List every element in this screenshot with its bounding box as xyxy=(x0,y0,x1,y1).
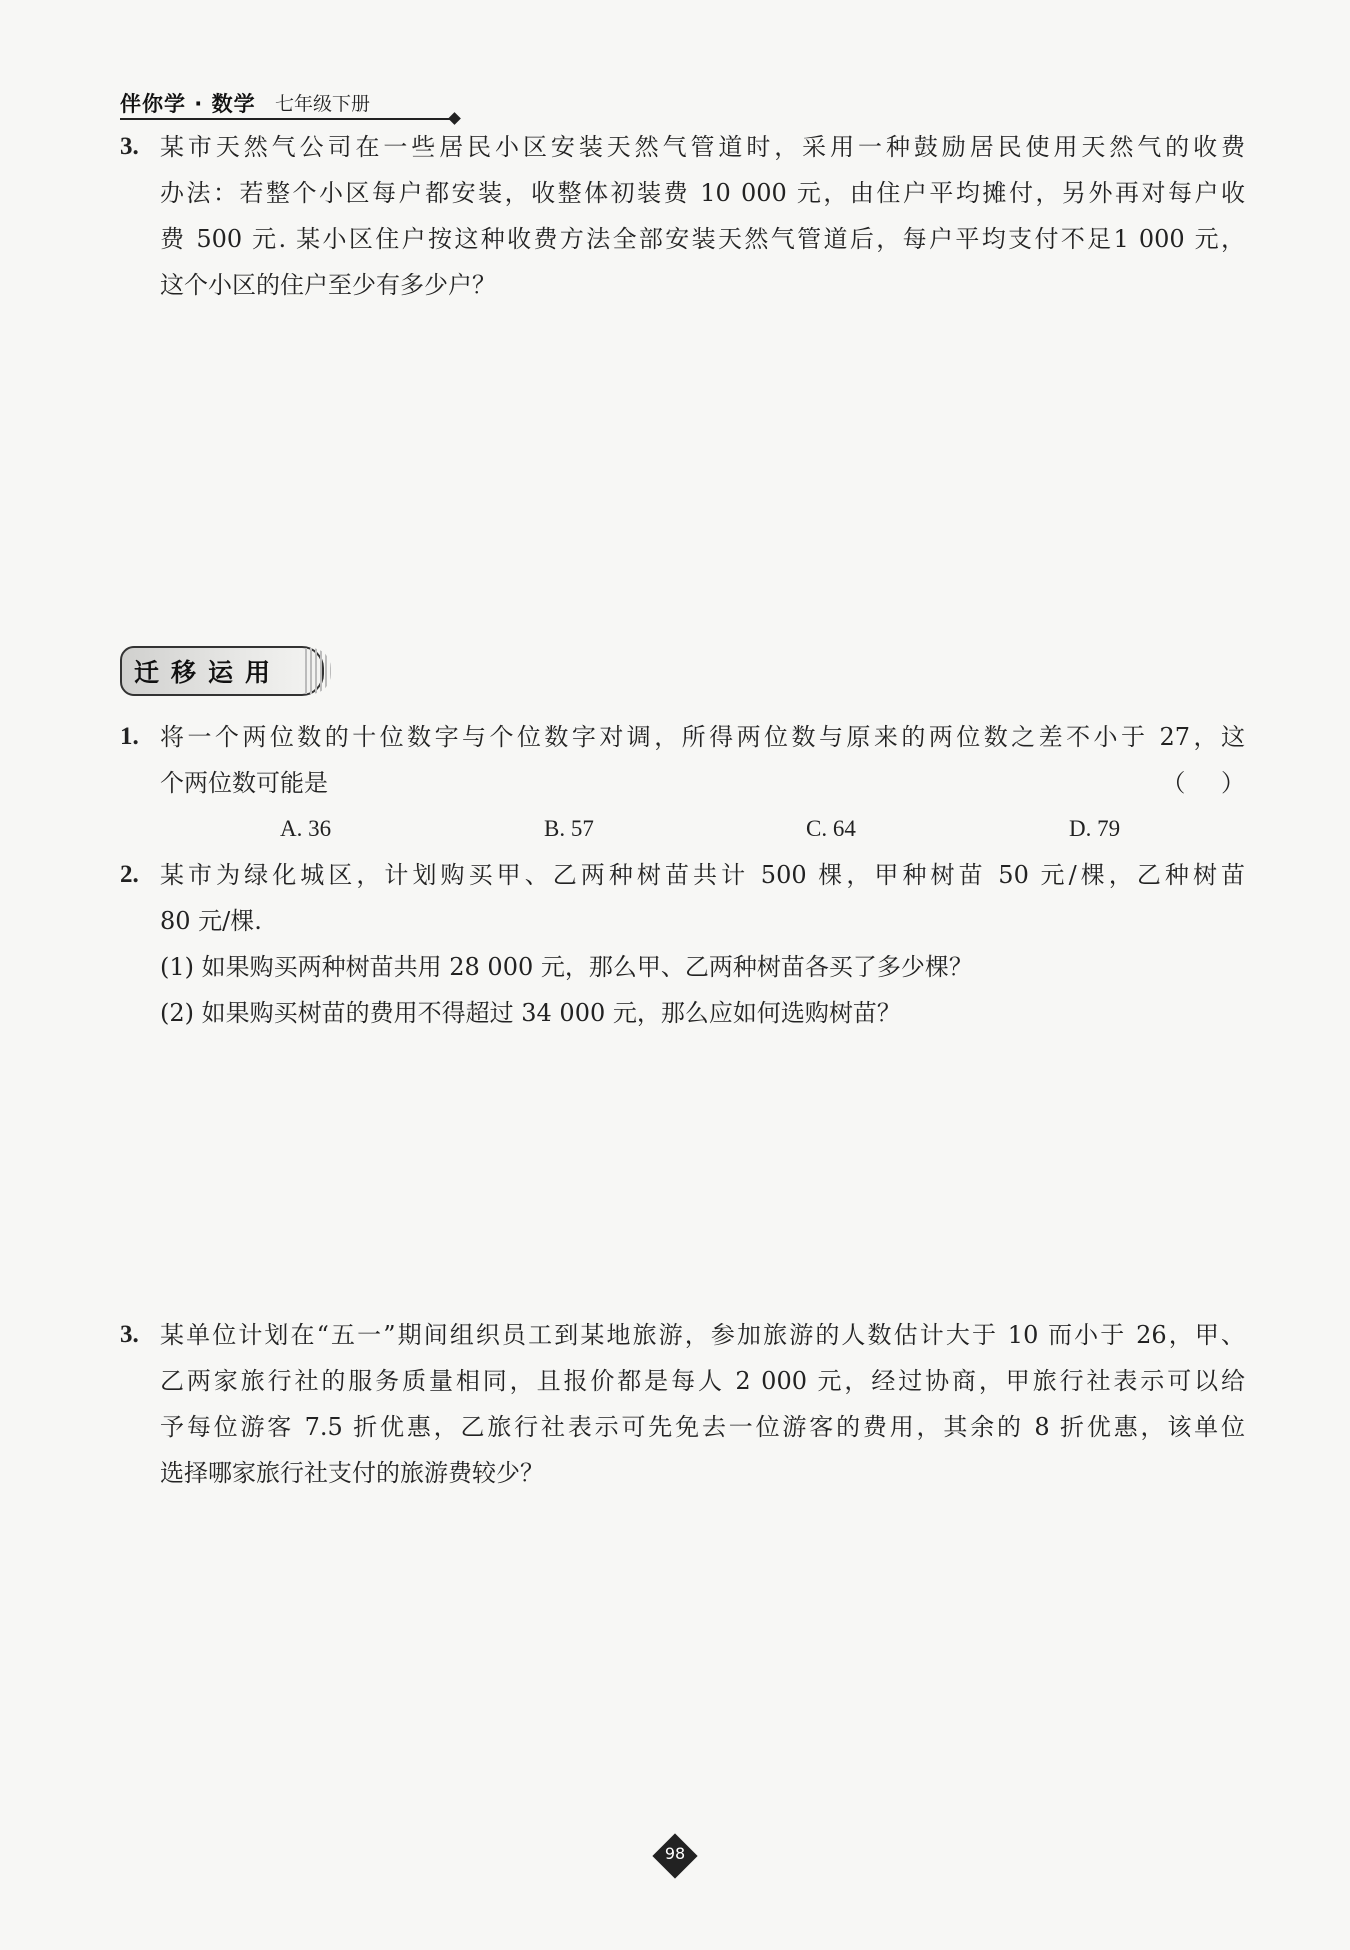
book-title: 伴你学 · 数学 xyxy=(120,92,256,116)
answer-bracket: （ ） xyxy=(1161,769,1245,797)
question-line: 某市为绿化城区，计划购买甲、乙两种树苗共计 500 棵，甲种树苗 50 元/棵，乙种树苗 xyxy=(160,861,1245,889)
question-line: 80 元/棵. xyxy=(160,907,262,935)
question-number: 3. xyxy=(120,1321,139,1348)
question-line: 乙两家旅行社的服务质量相同，且报价都是每人 2 000 元，经过协商，甲旅行社表示可以给 xyxy=(160,1367,1245,1395)
sub-question-1: (1) 如果购买两种树苗共用 28 000 元，那么甲、乙两种树苗各买了多少棵？ xyxy=(160,953,973,981)
question-2-tree-seedlings xyxy=(120,852,1245,1036)
question-number: 1. xyxy=(120,723,139,750)
section-title: 迁移运用 xyxy=(134,658,283,687)
page-header xyxy=(120,88,460,118)
question-3-gas-pipeline xyxy=(120,124,1245,308)
section-badge-stripes xyxy=(305,648,331,694)
question-line: 某市天然气公司在一些居民小区安装天然气管道时，采用一种鼓励居民使用天然气的收费 xyxy=(160,133,1245,161)
question-line: 个两位数可能是 xyxy=(160,769,328,797)
section-badge-transfer-application xyxy=(120,646,328,696)
question-line: 办法：若整个小区每户都安装，收整体初装费 10 000 元，由住户平均摊付，另外再对每户收 xyxy=(160,179,1245,207)
option-a: A. 36 xyxy=(280,816,332,841)
question-number: 2. xyxy=(120,861,139,888)
sub-question-2: (2) 如果购买树苗的费用不得超过 34 000 元，那么应如何选购树苗？ xyxy=(160,999,901,1027)
header-rule xyxy=(120,118,453,120)
question-number: 3. xyxy=(120,133,139,160)
option-d: D. 79 xyxy=(1069,816,1121,841)
question-line: 费 500 元. 某小区住户按这种收费方法全部安装天然气管道后，每户平均支付不足1 000 元， xyxy=(160,225,1245,253)
question-line: 选择哪家旅行社支付的旅游费较少？ xyxy=(160,1459,544,1487)
question-1-two-digit-number xyxy=(120,714,1245,841)
question-line: 某单位计划在“五一”期间组织员工到某地旅游，参加旅游的人数估计大于 10 而小于 26，甲、 xyxy=(160,1321,1245,1349)
diamond-icon xyxy=(448,112,461,125)
question-3-travel-agency xyxy=(120,1312,1245,1496)
question-line: 予每位游客 7.5 折优惠，乙旅行社表示可先免去一位游客的费用，其余的 8 折优惠，该单位 xyxy=(160,1413,1245,1441)
grade-label: 七年级下册 xyxy=(275,93,371,115)
page-number-badge xyxy=(653,1834,697,1878)
option-c: C. 64 xyxy=(806,816,856,841)
question-line: 这个小区的住户至少有多少户？ xyxy=(160,271,496,299)
question-line: 将一个两位数的十位数字与个位数字对调，所得两位数与原来的两位数之差不小于 27，这 xyxy=(160,723,1245,751)
page-number: 98 xyxy=(664,1844,686,1863)
answer-options xyxy=(280,806,1180,852)
option-b: B. 57 xyxy=(544,816,594,841)
